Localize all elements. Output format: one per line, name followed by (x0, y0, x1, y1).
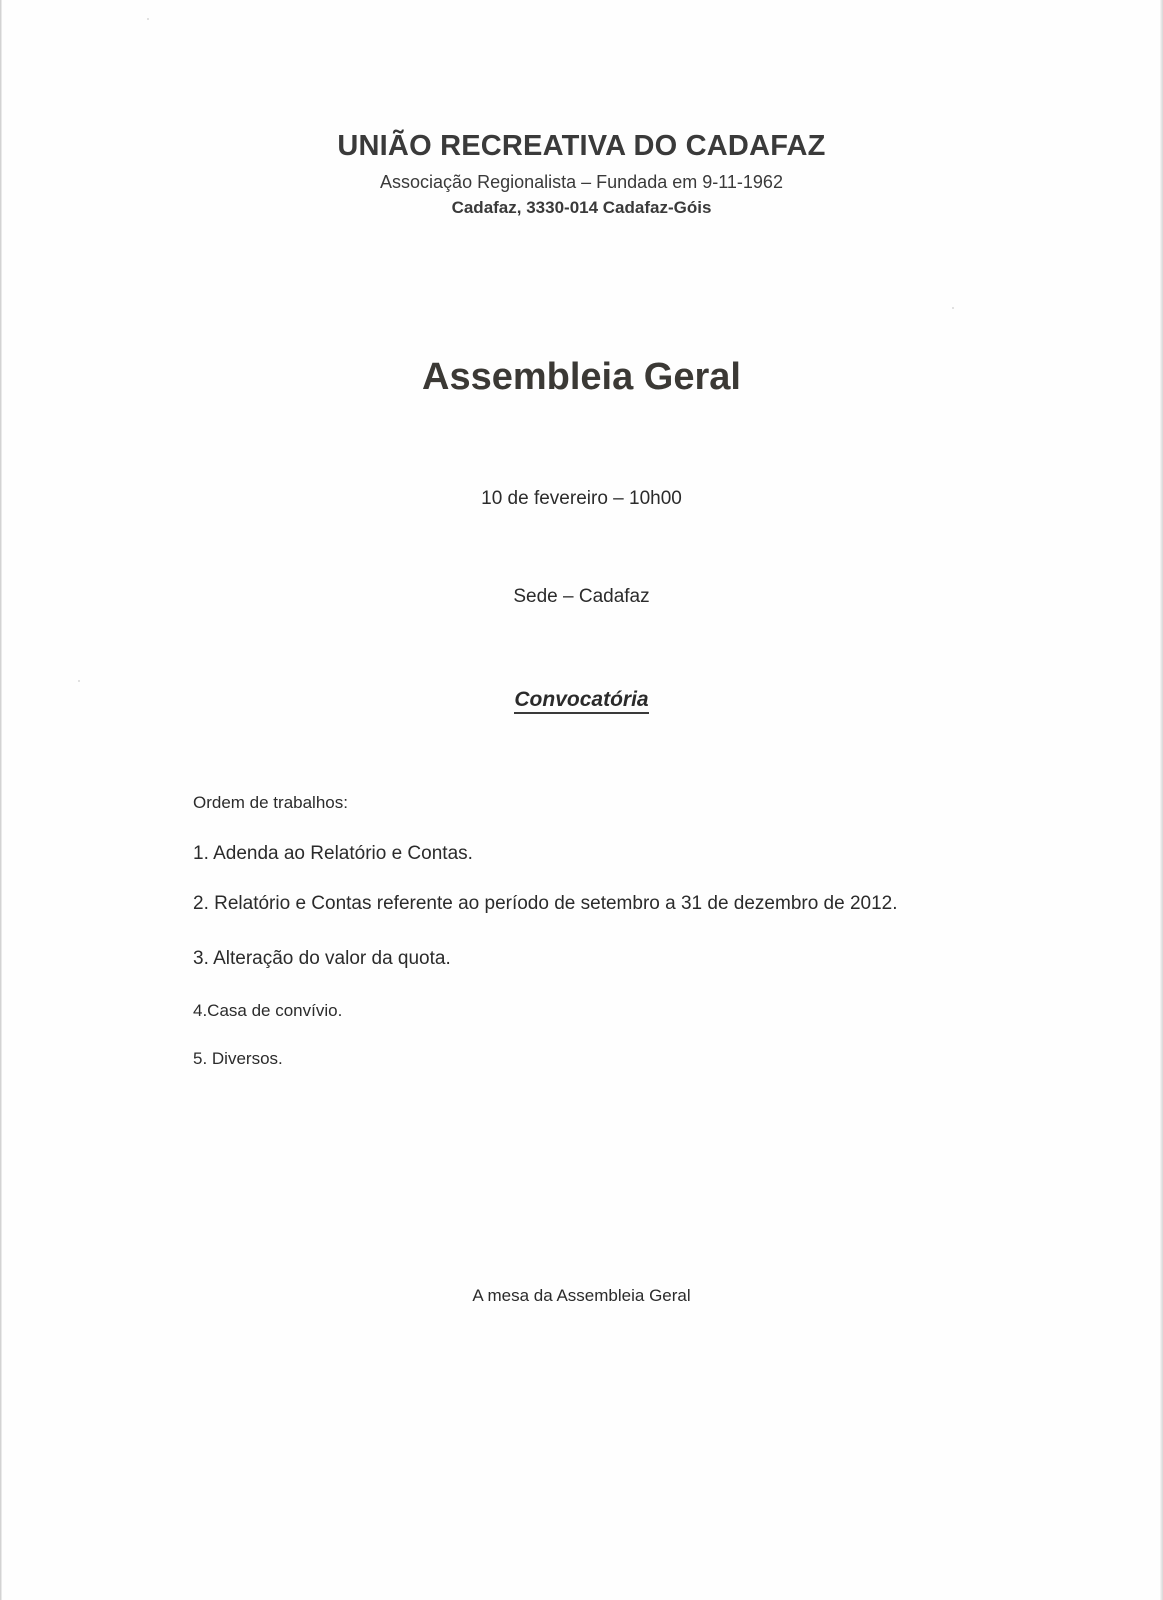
organization-subtitle: Associação Regionalista – Fundada em 9-11-1962 (380, 172, 783, 192)
meeting-date-time: 10 de fevereiro – 10h00 (481, 488, 682, 509)
document-title: Assembleia Geral (422, 356, 741, 398)
scan-speck (952, 307, 954, 309)
agenda-item: 3. Alteração do valor da quota. (193, 948, 451, 969)
signature-line: A mesa da Assembleia Geral (472, 1286, 691, 1305)
agenda-item: 4.Casa de convívio. (193, 1001, 343, 1020)
notice-heading (0, 688, 1163, 712)
agenda-item: 1. Adenda ao Relatório e Contas. (193, 843, 473, 864)
notice-label: Convocatória (514, 688, 648, 714)
agenda-heading: Ordem de trabalhos: (193, 793, 348, 812)
agenda-item: 2. Relatório e Contas referente ao período de setembro a 31 de dezembro de 2012. (193, 893, 898, 914)
scan-speck (78, 680, 80, 682)
page-edge-left (0, 0, 2, 1600)
agenda-item: 5. Diversos. (193, 1049, 283, 1068)
organization-name: UNIÃO RECREATIVA DO CADAFAZ (337, 130, 826, 162)
organization-address: Cadafaz, 3330-014 Cadafaz-Góis (451, 198, 712, 217)
scan-speck (147, 18, 149, 20)
meeting-location: Sede – Cadafaz (513, 586, 650, 607)
